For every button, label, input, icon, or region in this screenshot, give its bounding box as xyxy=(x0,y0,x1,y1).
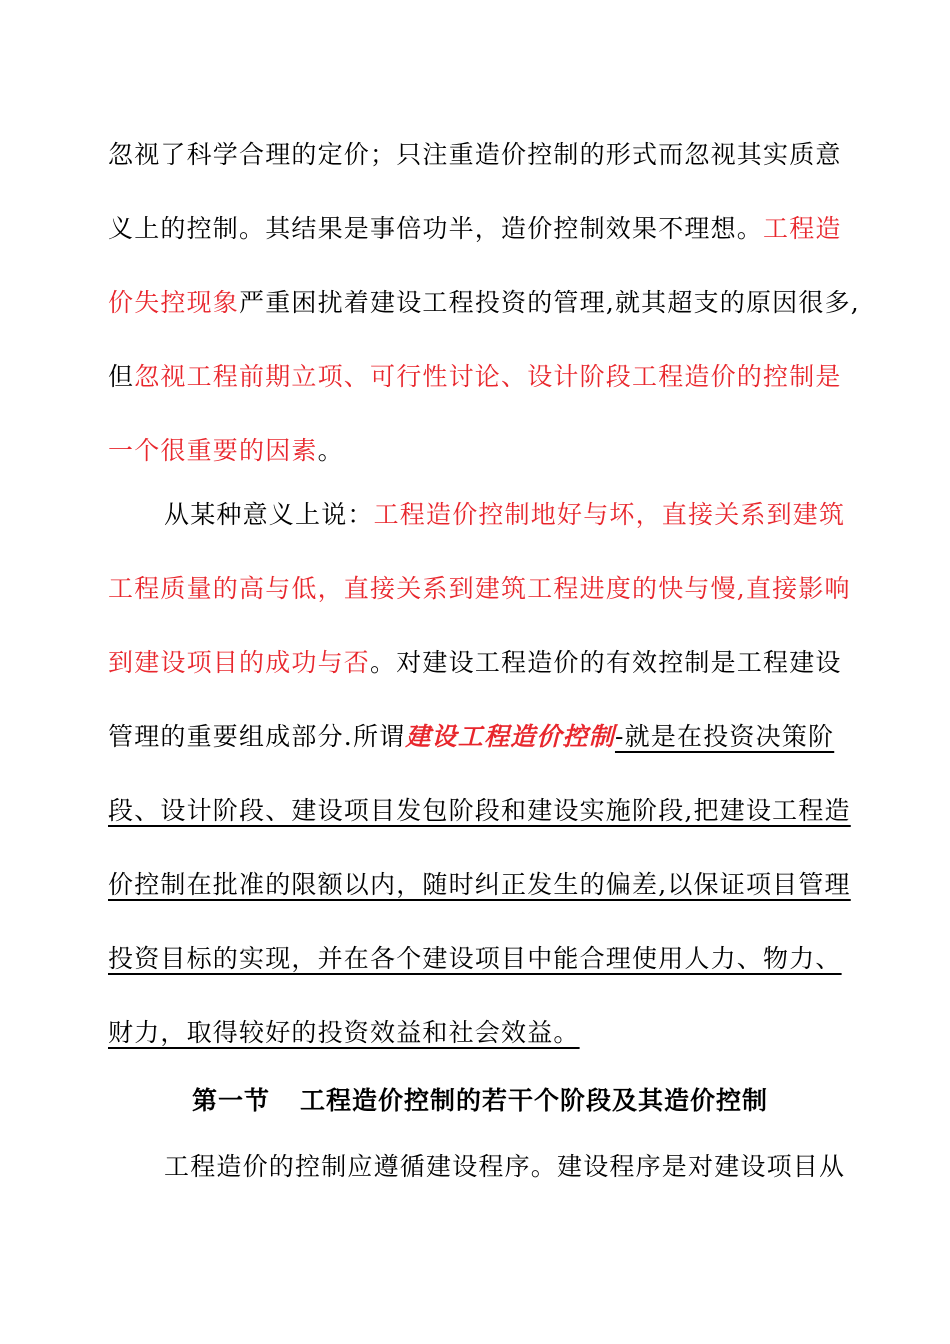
underlined-text: 财力，取得较好的投资效益和社会效益。 xyxy=(108,1018,580,1047)
paragraph2-line4: 管理的重要组成部分.所谓建设工程造价控制-就是在投资决策阶 xyxy=(108,722,835,751)
paragraph2-line7 xyxy=(108,942,848,976)
paragraph1-line2: 义上的控制。其结果是事倍功半，造价控制效果不理想。工程造 xyxy=(108,214,842,243)
paragraph2-line6 xyxy=(108,868,851,902)
emphasized-term: 建设工程造价控制 xyxy=(405,722,615,751)
highlight-text: 工程质量的高与低，直接关系到建筑工程进度的快与慢,直接影响 xyxy=(108,574,851,603)
highlight-text: 价失控现象 xyxy=(108,288,240,317)
paragraph3-line1: 工程造价的控制应遵循建设程序。建设程序是对建设项目从 xyxy=(164,1152,846,1181)
highlight-text: 忽视工程前期立项、可行性讨论、设计阶段工程造价的控制是 xyxy=(134,362,842,391)
paragraph2-line3: 到建设项目的成功与否。对建设工程造价的有效控制是工程建设 xyxy=(108,648,842,677)
paragraph2-line2 xyxy=(108,572,851,606)
paragraph2-line1: 从某种意义上说：工程造价控制地好与坏，直接关系到建筑 xyxy=(164,500,846,529)
underlined-text: 投资目标的实现，并在各个建设项目中能合理使用人力、物力、 xyxy=(108,944,842,973)
highlight-text: 工程造 xyxy=(763,214,842,243)
highlight-text: 工程造价控制地好与坏，直接关系到建筑 xyxy=(373,500,846,529)
highlight-text: 到建设项目的成功与否 xyxy=(108,648,371,677)
underlined-text: 段、设计阶段、建设项目发包阶段和建设实施阶段,把建设工程造 xyxy=(108,796,851,825)
paragraph1-line4: 但忽视工程前期立项、可行性讨论、设计阶段工程造价的控制是 xyxy=(108,362,842,391)
paragraph1-line1: 忽视了科学合理的定价；只注重造价控制的形式而忽视其实质意 xyxy=(108,140,842,169)
paragraph1-line5: 一个很重要的因素。 xyxy=(108,436,344,465)
underlined-text: -就是在投资决策阶 xyxy=(614,722,835,751)
section-title: 工程造价控制的若干个阶段及其造价控制 xyxy=(300,1086,769,1115)
section-heading xyxy=(192,1084,768,1118)
highlight-text: 一个很重要的因素 xyxy=(108,436,318,465)
paragraph2-line8 xyxy=(108,1016,848,1050)
underlined-text: 价控制在批准的限额以内，随时纠正发生的偏差,以保证项目管理 xyxy=(108,870,851,899)
section-number: 第一节 xyxy=(192,1086,271,1115)
paragraph2-line5 xyxy=(108,794,851,828)
paragraph1-line3: 价失控现象严重困扰着建设工程投资的管理,就其超支的原因很多, xyxy=(108,288,860,317)
